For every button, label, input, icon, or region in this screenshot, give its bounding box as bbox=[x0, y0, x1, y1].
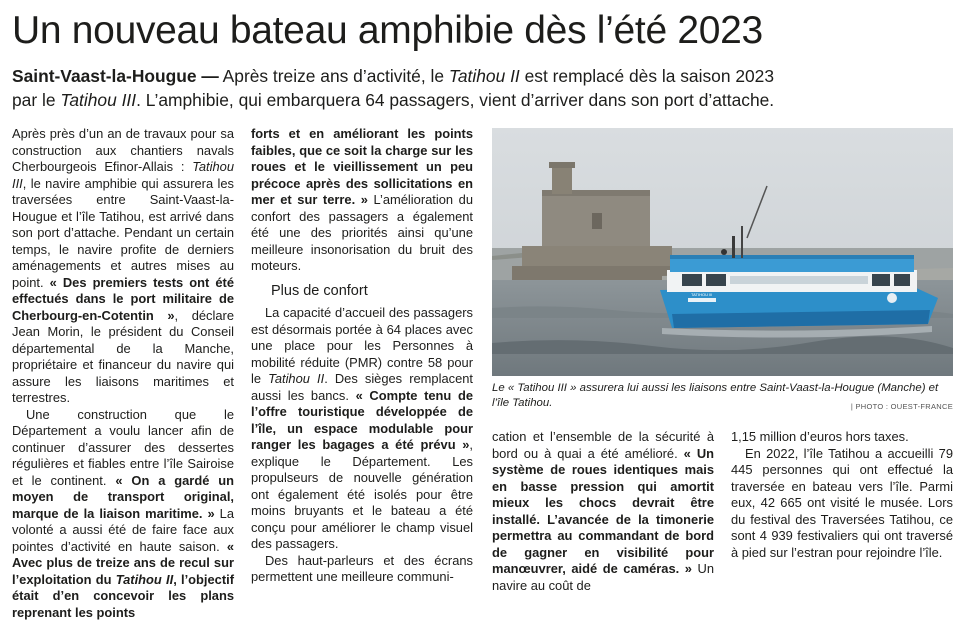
paragraph-1: Après près d’un an de travaux pour sa construction aux chantiers navals Cherbourgeois Efinor-Allais : Tatihou III, le navire amphibie qui assurera les traversées entre Saint-Vaast-la-Hougue et l’île Tatihou, est arrivé dans son port d’attache. Pendant un certain temps, le navire profite de derniers aménagements et autres mises au point. « Des premiers tests ont été effectués dans le port militaire de Cherbourg-en-Cotentin », déclare Jean Morin, le président du Conseil départemental de la Manche, propriétaire et financeur du navire qui assure les liaisons maritimes et terrestres. bbox=[12, 126, 234, 407]
paragraph-5: En 2022, l’île Tatihou a accueilli 79 445 personnes qui ont effectué la traversée en bateau vers l’île. Parmi eux, 42 665 ont visité le musée. Lors du festival des Traversées Tatihou, ce sont 4 939 festivaliers qui ont traversé à pied sur l’estran pour rejoindre l’île. bbox=[731, 446, 953, 562]
paragraph-2-continued: forts et en améliorant les points faibles, que ce soit la charge sur les roues et le vieillissement un peu précoce après des sollicitations en mer et sur terre. » L’amélioration du confort des passagers a également été une des priorités ainsi qu’une meilleure insonorisation du bruit des moteurs. bbox=[251, 126, 473, 275]
column-1 bbox=[12, 126, 234, 621]
headline: Un nouveau bateau amphibie dès l’été 2023 bbox=[12, 6, 952, 56]
lede-text: Après treize ans d’activité, le bbox=[219, 66, 449, 86]
column-3 bbox=[492, 429, 714, 594]
photo-caption: Le « Tatihou III » assurera lui aussi les liaisons entre Saint-Vaast-la-Hougue (Manche) et l’île Tatihou. bbox=[492, 381, 953, 411]
column-2 bbox=[251, 126, 473, 586]
paragraph-4-continued: cation et l’ensemble de la sécurité à bord ou à quai a été amélioré. « Un système de roues identiques mais en basse pression qui amortit mieux les chocs devrait être installé. L’avancée de la timonerie permettra au commandant de bord de gagner en visibilité pour manœuvrer, aidé de caméras. » Un navire au coût de bbox=[492, 429, 714, 594]
lede-ship-new: Tatihou III bbox=[60, 90, 136, 110]
subhead: Plus de confort bbox=[271, 283, 473, 300]
photo bbox=[492, 128, 953, 376]
lede-ship-old: Tatihou II bbox=[449, 66, 520, 86]
lede-text: . L’amphibie, qui embarquera 64 passagers, vient d’arriver dans son port d’attache. bbox=[136, 90, 774, 110]
paragraph-4: Des haut-parleurs et des écrans permettent une meilleure communi- bbox=[251, 553, 473, 586]
photo-credit: | PHOTO : OUEST-FRANCE bbox=[492, 402, 953, 411]
paragraph-2: Une construction que le Département a voulu lancer afin de continuer d’assurer des dessertes régulières et fiables entre l’île Sairoise et le continent. « On a gardé un moyen de transport original, marque de la liaison maritime. » La volonté a aussi été de faire face aux pointes d’activité en haute saison. « Avec plus de treize ans de recul sur l’exploitation du Tatihou II, l’objectif était d’en concevoir les plans reprenant les points bbox=[12, 407, 234, 621]
lede-place: Saint-Vaast-la-Hougue — bbox=[12, 66, 219, 86]
boat-name: TATIHOU III bbox=[691, 292, 712, 297]
paragraph-3: La capacité d’accueil des passagers est désormais portée à 64 places avec une place pour les Personnes à mobilité réduite (PMR) contre 58 pour le Tatihou II. Des sièges remplacent aussi les bancs. « Compte tenu de l’offre touristique développée de l’île, un espace modulable pour ranger les bagages a été prévu », explique le Département. Les propulseurs de nouvelle génération ont également été isolés pour être moins bruyants et le bateau a été conçu pour améliorer le champ visuel des passagers. bbox=[251, 305, 473, 553]
column-4 bbox=[731, 429, 953, 561]
boat-photo-illustration bbox=[492, 128, 953, 376]
lede-text: par le bbox=[12, 90, 60, 110]
lede bbox=[12, 64, 952, 112]
lede-text: est remplacé dès la saison 2023 bbox=[520, 66, 774, 86]
paragraph-4-end: 1,15 million d’euros hors taxes. bbox=[731, 429, 953, 446]
col1-cont: , l’objectif était d’en concevoir les plans reprenant les points bbox=[12, 572, 234, 620]
